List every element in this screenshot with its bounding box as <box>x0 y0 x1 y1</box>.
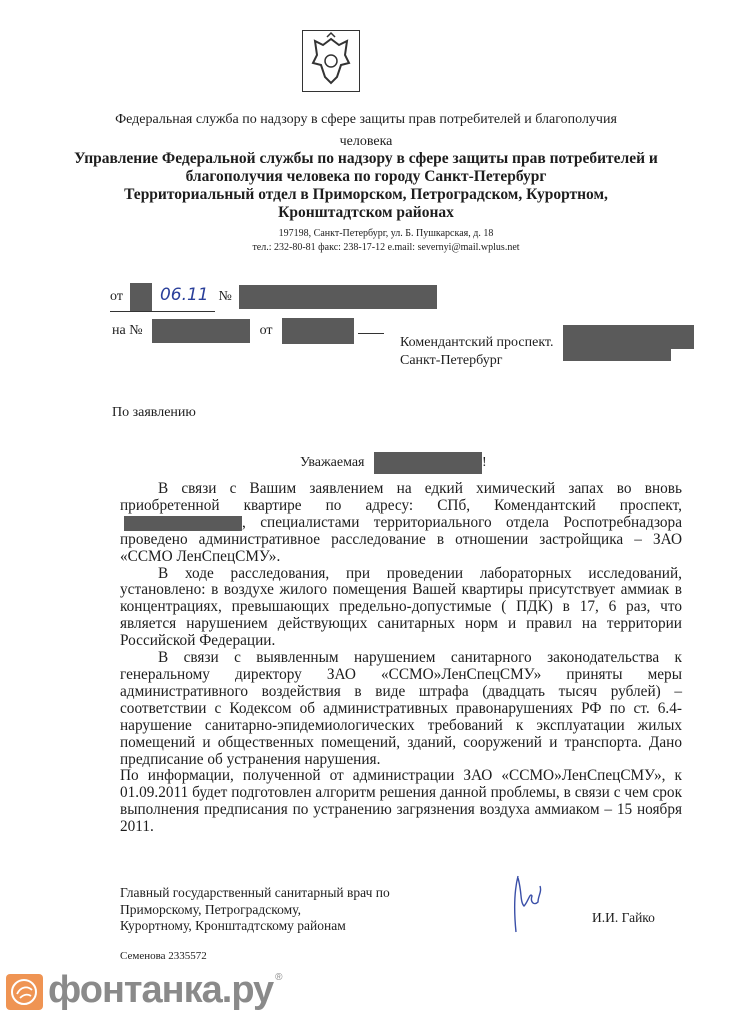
paragraph-3: В связи с выявленным нарушением санитарного законодательства к генеральному директору ЗАО «ССМО»ЛенСпецСМУ» приняты меры административного воздействия в виде штрафа (двадцать тысяч рублей) – соответствии с Кодексом об административных правонарушениях РФ по ст. 6.4- нарушение санитарно-эпидемиологических требований к эксплуатации жилых помещений и общественных помещений, зданий, сооружений и транспорта. Дано предписание об устранения нарушения. <box>120 649 682 768</box>
fontanka-logo-text: фонтанка.ру <box>48 969 274 1011</box>
number-label: № <box>218 289 232 305</box>
salutation <box>300 452 487 474</box>
recipient-city: Санкт-Петербург <box>400 353 503 368</box>
department-line2: благополучия человека по городу Санкт-Петербург <box>185 168 547 185</box>
paragraph-4: По информации, полученной от администрации ЗАО «ССМО»ЛенСпецСМУ», к 01.09.2011 будет подготовлен алгоритм решения данной проблемы, в связи с чем срок выполнения предписания по устранению загрязнения воздуха аммиаком – 15 ноября 2011. <box>120 767 682 836</box>
division-line2: Кронштадтском районах <box>278 204 454 221</box>
signatory-title-line2: Приморскому, Петроградскому, <box>120 901 301 917</box>
letter-body <box>120 481 682 836</box>
paragraph-1-start: В связи с Вашим заявлением на едкий химический запах во вновь приобретенной квартире по адресу: СПб, Комендантский проспект, <box>120 480 682 514</box>
registered-mark: ® <box>275 972 283 983</box>
recipient-street: Комендантский проспект. <box>400 335 554 350</box>
agency-name: Федеральная служба по надзору в сфере защиты прав потребителей и благополучия <box>115 112 617 127</box>
redacted-reply-number <box>152 319 250 343</box>
address: 197198, Санкт-Петербург, ул. Б. Пушкарская, д. 18 <box>278 228 494 239</box>
redacted-apartment-address <box>124 516 242 531</box>
subject: По заявлению <box>112 405 196 420</box>
from-label: от <box>110 289 123 305</box>
fontanka-logo-icon <box>6 974 43 1010</box>
executor: Семенова 2335572 <box>120 950 207 962</box>
department-line1: Управление Федеральной службы по надзору в сфере защиты прав потребителей и <box>74 150 658 167</box>
coat-of-arms-emblem <box>302 30 360 92</box>
incoming-requisites <box>112 318 384 344</box>
redacted-date <box>130 283 152 311</box>
fontanka-logo <box>48 970 283 1010</box>
contacts: тел.: 232-80-81 факс: 238-17-12 e.mail: severnyi@mail.wplus.net <box>252 242 520 253</box>
salutation-suffix: ! <box>482 455 487 471</box>
salutation-prefix: Уважаемая <box>300 455 365 471</box>
reply-to-label: на № <box>112 323 143 339</box>
signatory-title-line3: Курортному, Кронштадтскому районам <box>120 918 346 933</box>
redacted-number <box>239 285 437 309</box>
division-line1: Территориальный отдел в Приморском, Петроградском, Курортном, <box>124 186 608 203</box>
paragraph-2: В ходе расследования, при проведении лабораторных исследований, установлено: в воздухе жилого помещения Вашей квартиры присутствует аммиак в концентрациях, превышающих предельно-допустимые ( ПДК) в 17, 6 раз, что является нарушением действующих санитарных норм и правил на территории Российской Федерации. <box>120 564 682 650</box>
handwritten-signature <box>508 872 548 939</box>
redacted-reply-date <box>282 318 354 344</box>
outgoing-requisites <box>110 283 437 312</box>
signatory-title <box>120 885 390 935</box>
agency-name-cont: человека <box>339 134 393 149</box>
paragraph-1-end: , специалистами территориального отдела Роспотребнадзора проведено административное расследование в отношении застройщика – ЗАО «ССМО ЛенСпецСМУ». <box>120 513 682 565</box>
redacted-recipient-address2 <box>563 345 671 361</box>
signatory-title-line1: Главный государственный санитарный врач по <box>120 885 390 900</box>
signatory-name: И.И. Гайко <box>592 910 655 925</box>
paragraph-1 <box>120 481 682 566</box>
reply-from-label: от <box>259 323 273 339</box>
redacted-name <box>374 452 482 474</box>
handwritten-date: 06.11 <box>159 285 209 306</box>
